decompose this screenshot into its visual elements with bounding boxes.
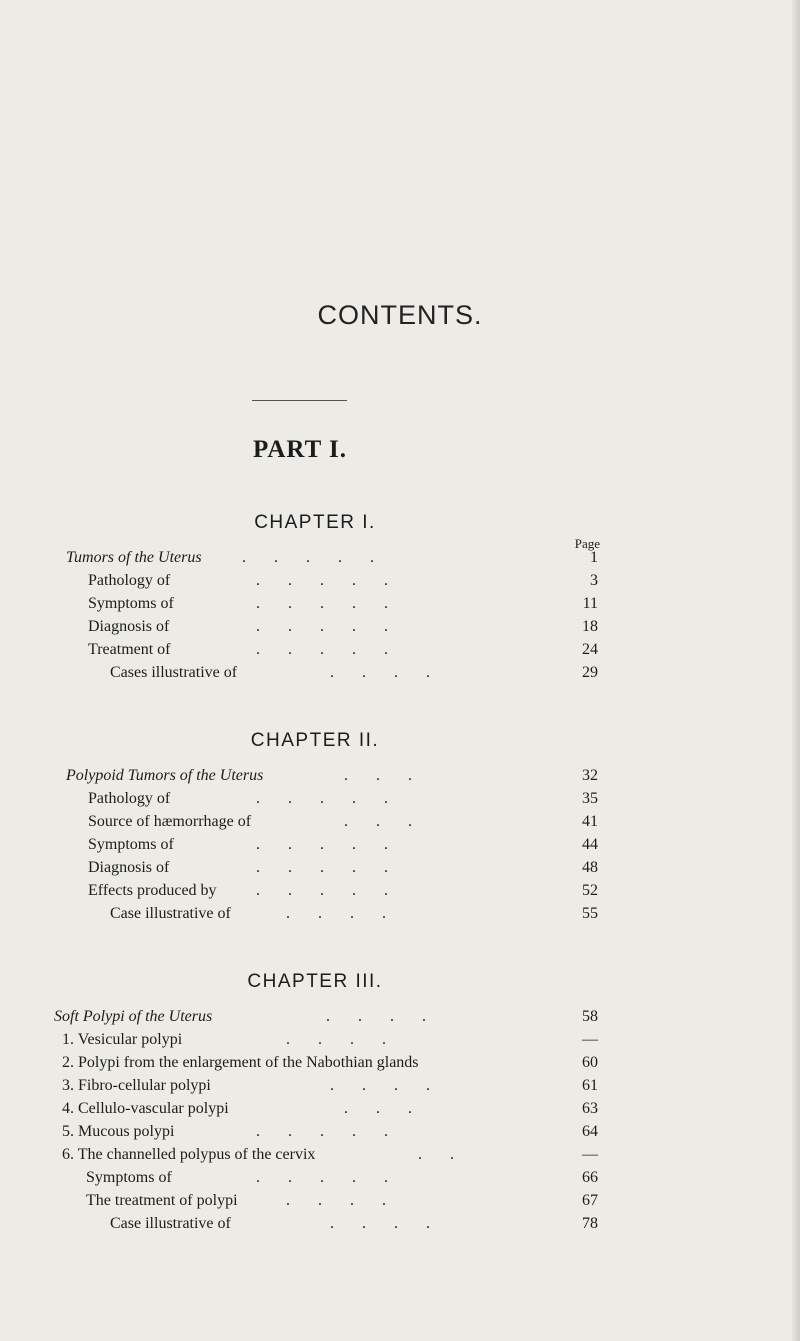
toc-entry-label: 2. Polypi from the enlargement of the Nabothian glands	[62, 1054, 419, 1071]
toc-entry	[0, 811, 800, 833]
toc-entry-label: 1. Vesicular polypi	[62, 1031, 183, 1048]
toc-entry	[0, 857, 800, 879]
toc-entry-page: 67	[582, 1192, 598, 1209]
toc-entry-page: 66	[582, 1169, 598, 1186]
toc-entry	[0, 1121, 800, 1143]
dot-leader: . . . . .	[256, 595, 388, 612]
chapter-heading: CHAPTER I.	[254, 512, 376, 533]
toc-entry	[0, 903, 800, 925]
dot-leader: . . .	[344, 767, 412, 784]
toc-entry-page: 52	[582, 882, 598, 899]
dot-leader: . . . . .	[242, 549, 374, 566]
toc-entry-page: 63	[582, 1100, 598, 1117]
toc-entry	[0, 639, 800, 661]
toc-entry	[0, 547, 800, 569]
toc-entry	[0, 593, 800, 615]
page-column-label: Page	[574, 536, 600, 551]
dot-leader: . . . .	[286, 905, 386, 922]
toc-entry-label: Symptoms of	[88, 836, 174, 853]
dot-leader: . . . .	[330, 1215, 430, 1232]
toc-entry-page: 3	[590, 572, 598, 589]
toc-entry-label: Source of hæmorrhage of	[88, 813, 252, 830]
toc-entry	[0, 1167, 800, 1189]
toc-entry	[0, 616, 800, 638]
toc-entry	[0, 834, 800, 856]
toc-entry-label: Tumors of the Uterus	[66, 549, 202, 566]
chapter-heading: CHAPTER III.	[247, 971, 383, 992]
toc-entry-page: 18	[582, 618, 598, 635]
toc-entry-page: 44	[582, 836, 598, 853]
dot-leader: . . . . .	[256, 1169, 388, 1186]
toc-entry-label: Symptoms of	[86, 1169, 172, 1186]
dot-leader: . . . . .	[256, 882, 388, 899]
title-rule	[252, 400, 347, 401]
toc-entry-label: 4. Cellulo-vascular polypi	[62, 1100, 229, 1117]
dot-leader: . . .	[344, 813, 412, 830]
toc-entry-page: 24	[582, 641, 598, 658]
toc-entry	[0, 1052, 800, 1074]
toc-entry-page: —	[582, 1146, 598, 1163]
toc-entry	[0, 765, 800, 787]
toc-entry-page: 1	[590, 549, 598, 566]
toc-entry-label: 3. Fibro-cellular polypi	[62, 1077, 211, 1094]
toc-entry-page: 41	[582, 813, 598, 830]
dot-leader: . . . . .	[256, 641, 388, 658]
dot-leader: . . . .	[286, 1031, 386, 1048]
toc-entry	[0, 1029, 800, 1051]
dot-leader: . . . . .	[256, 790, 388, 807]
dot-leader: . .	[418, 1146, 454, 1163]
dot-leader: . . . . .	[256, 859, 388, 876]
toc-entry	[0, 788, 800, 810]
toc-entry-label: Cases illustrative of	[110, 664, 238, 681]
toc-entry-label: Symptoms of	[88, 595, 174, 612]
toc-entry	[0, 1006, 800, 1028]
toc-entry-page: 32	[582, 767, 598, 784]
toc-entry-page: 29	[582, 664, 598, 681]
dot-leader: . . . . .	[256, 572, 388, 589]
toc-entry	[0, 880, 800, 902]
toc-entry-page: 58	[582, 1008, 598, 1025]
dot-leader: . . . . .	[256, 618, 388, 635]
page-title: CONTENTS.	[317, 300, 483, 330]
toc-entry	[0, 1190, 800, 1212]
toc-entry	[0, 570, 800, 592]
chapter-heading: CHAPTER II.	[250, 730, 380, 751]
toc-entry-label: Diagnosis of	[88, 618, 170, 635]
dot-leader: . . . .	[330, 664, 430, 681]
toc-entry-label: Diagnosis of	[88, 859, 170, 876]
toc-entry	[0, 1144, 800, 1166]
toc-entry-label: 6. The channelled polypus of the cervix	[62, 1146, 316, 1163]
toc-entry-label: Pathology of	[88, 790, 171, 807]
toc-entry	[0, 1075, 800, 1097]
toc-entry-page: 11	[582, 595, 598, 612]
toc-entry-label: Effects produced by	[88, 882, 217, 899]
toc-entry	[0, 662, 800, 684]
dot-leader: . . . .	[286, 1192, 386, 1209]
toc-entry-label: Pathology of	[88, 572, 171, 589]
dot-leader: . . .	[344, 1100, 412, 1117]
dot-leader: . . . . .	[256, 836, 388, 853]
toc-entry-label: 5. Mucous polypi	[62, 1123, 175, 1140]
toc-entry-label: Polypoid Tumors of the Uterus	[66, 767, 264, 784]
part-heading: PART I.	[252, 436, 348, 463]
toc-entry	[0, 1098, 800, 1120]
toc-entry-page: 48	[582, 859, 598, 876]
toc-entry	[0, 1213, 800, 1235]
toc-entry-page: 35	[582, 790, 598, 807]
toc-entry-label: Case illustrative of	[110, 905, 231, 922]
toc-entry-page: 61	[582, 1077, 598, 1094]
toc-entry-page: 78	[582, 1215, 598, 1232]
dot-leader: . . . . .	[256, 1123, 388, 1140]
toc-entry-page: 55	[582, 905, 598, 922]
toc-entry-label: The treatment of polypi	[86, 1192, 238, 1209]
toc-entry-label: Soft Polypi of the Uterus	[54, 1008, 213, 1025]
dot-leader: . . . .	[326, 1008, 426, 1025]
toc-entry-label: Treatment of	[88, 641, 171, 658]
dot-leader: . . . .	[330, 1077, 430, 1094]
toc-entry-page: 64	[582, 1123, 598, 1140]
toc-entry-page: —	[582, 1031, 598, 1048]
toc-entry-label: Case illustrative of	[110, 1215, 231, 1232]
toc-entry-page: 60	[582, 1054, 598, 1071]
